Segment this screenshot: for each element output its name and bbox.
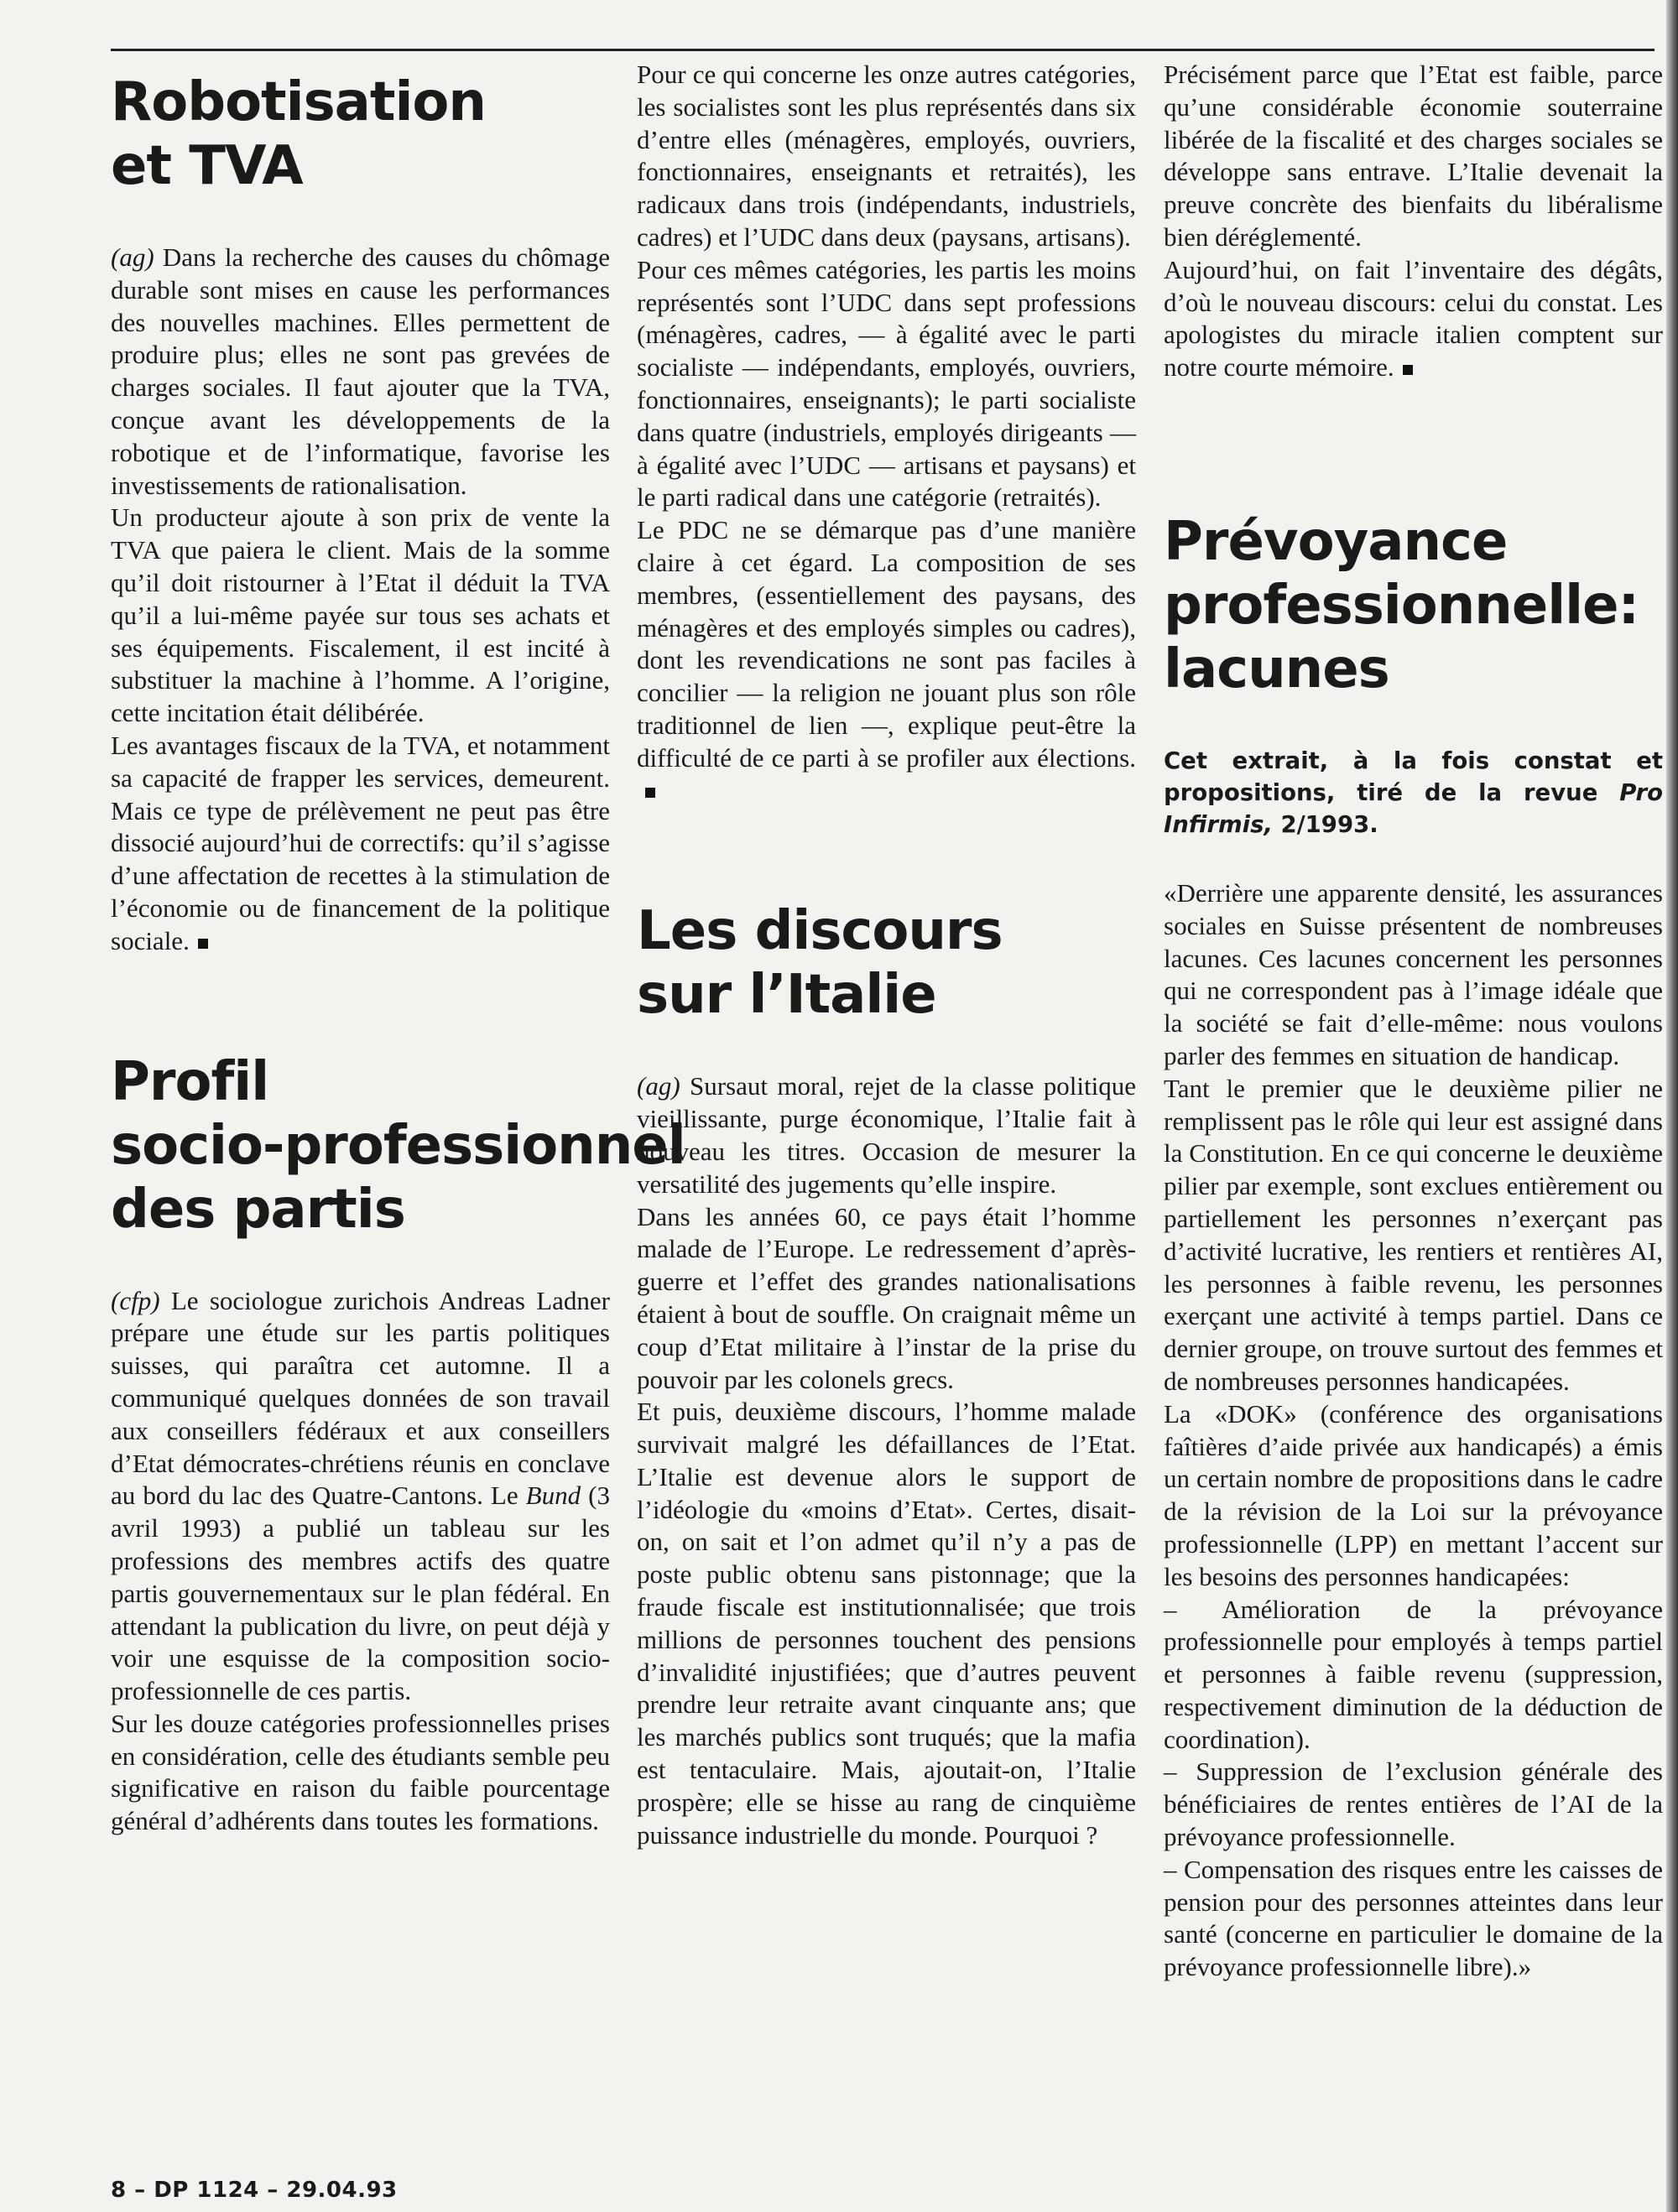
paragraph: Précisément parce que l’Etat est faible, parce qu’une considérable économie souterraine libérée de la fiscalité et des charges sociales se développe sans entrave. L’Italie devenait la preuve concrète des bienfaits du libéralisme bien déréglementé. [1164,60,1663,252]
paragraph: (ag) Sursaut moral, rejet de la classe politique vieillissante, purge économique, l’Italie fait à nouveau les titres. Occasion de mesurer la versatilité des jugements qu’elle inspire. [637,1071,1136,1199]
end-mark [1403,365,1413,375]
paragraph: La «DOK» (conférence des organisations faîtières d’aide privée aux handicapés) a émis un certain nombre de propositions dans le cadre de la révision de la Loi sur la prévoyance professionnelle (LPP) en mettant l’accent sur les besoins des personnes handicapées: [1164,1398,1663,1591]
article-profil-body-part2 [637,59,1136,807]
paragraph: – Amélioration de la prévoyance professionnelle pour employés à temps partiel et personnes à faible revenu (suppression, respectivement diminution de la déduction de coordination). [1164,1594,1663,1754]
column-3 [1164,59,1663,1984]
paragraph: Sur les douze catégories professionnelles prises en considération, celle des étudiants semble peu significative en raison du faible pourcentage général d’adhérents dans toutes les formations. [111,1708,610,1836]
paragraph: Dans les années 60, ce pays était l’homme malade de l’Europe. Le redressement d’après-guerre et l’effet des grandes nationalisations étaient à bout de souffle. On craignait même un coup d’Etat militaire à l’instar de la prise du pouvoir par les colonels grecs. [637,1201,1136,1394]
column-1 [111,70,685,1838]
article-italie-body-part2 [1164,59,1663,384]
paragraph: (cfp) Le sociologue zurichois Andreas Ladner prépare une étude sur les partis politiques suisses, qui paraîtra cet automne. Il a communiqué quelques données de son travail aux conseillers fédéraux et aux conseillers d’Etat démocrates-chrétiens réunis en conclave au bord du lac des Quatre-Cantons. Le Bund (3 avril 1993) a publié un tableau sur les professions des membres actifs des quatre partis gouvernementaux sur le plan fédéral. En attendant la publication du livre, on peut déjà y voir une esquisse de la composition socio-professionnelle de ces partis. [111,1285,610,1706]
scan-edge [1666,0,1678,2212]
paragraph: «Derrière une apparente densité, les assurances sociales en Suisse présentent de nombreuses lacunes. Ces lacunes concernent les personnes qui ne correspondent pas à l’image idéale que la société se fait d’elle-même: nous voulons parler des femmes en situation de handicap. [1164,877,1663,1070]
paragraph: Un producteur ajoute à son prix de vente la TVA que paiera le client. Mais de la somme qu’il doit ristourner à l’Etat il déduit la TVA qu’il a lui-même payée sur tous ses achats et ses équipements. Fiscalement, il est incité à substituer la machine à l’homme. A l’origine, cette incitation était délibérée. [111,502,610,728]
paragraph: (ag) Dans la recherche des causes du chômage durable sont mises en cause les performances des nouvelles machines. Elles permettent de produire plus; elles ne sont pas grevées de charges sociales. Il faut ajouter que la TVA, conçue avant les développements de la robotique et de l’informatique, favorise les investissements de rationalisation. [111,242,610,500]
paragraph: Et puis, deuxième discours, l’homme malade survivait malgré les défaillances de l’Etat. L’Italie est devenue alors le support de l’idéologie du «moins d’Etat». Certes, disait-on, on sait et l’on admet qu’il n’y a pas de poste public obtenu sans pistonnage; que la fraude fiscale est institutionnalisée; que trois millions de personnes touchent des pensions d’invalidité injustifiées; que d’autres peuvent prendre leur retraite avant cinquante ans; que les marchés publics sont truqués; que la mafia est tentaculaire. Mais, ajoutait-on, l’Italie prospère; elle se hisse au rang de cinquième puissance industrielle du monde. Pourquoi ? [637,1397,1136,1850]
article-prevoyance-title: Prévoyance professionnelle: lacunes [1164,510,1639,700]
article-profil-body-part1 [111,1285,610,1839]
paragraph: Pour ces mêmes catégories, les partis les moins représentés sont l’UDC dans sept professions (ménagères, cadres, — à égalité avec le parti socialiste — indépendants, employés, ouvriers, fonctionnaires, enseignants); le parti socialiste dans quatre (industriels, employés dirigeants — à égalité avec l’UDC — artisans et paysans) et le parti radical dans une catégorie (retraités). [637,254,1136,513]
article-robotisation-body [111,242,610,958]
paragraph: Pour ce qui concerne les onze autres catégories, les socialistes sont les plus représentés dans six d’entre elles (ménagères, employés, ouvriers, fonctionnaires, enseignants et retraités), les radicaux dans trois (indépendants, industriels, cadres) et l’UDC dans deux (paysans, artisans). [637,60,1136,252]
paragraph: Le PDC ne se démarque pas d’une manière claire à cet égard. La composition de ses membres, (essentiellement des paysans, des ménagères et des employés simples ou cadres), dont les revendications ne sont pas faciles à concilier — la religion ne jouant plus son rôle traditionnel de lien —, explique peut-être la difficulté de ce parti à se profiler aux élections. [637,514,1136,807]
article-prevoyance-lead: Cet extrait, à la fois constat et propositions, tiré de la revue Pro Infirmis, 2/1993. [1164,747,1663,838]
article-profil-title: Profil socio-professionnel des partis [111,1050,685,1241]
end-mark [198,939,208,949]
article-italie-title: Les discours sur l’Italie [637,900,1003,1027]
article-robotisation-title: Robotisation et TVA [111,71,486,197]
paragraph: Les avantages fiscaux de la TVA, et notamment sa capacité de frapper les services, demeurent. Mais ce type de prélèvement ne peut pas être dissocié aujourd’hui de correctifs: qu’il s’agisse d’une affectation de recettes à la stimulation de l’économie ou de financement de la politique sociale. [111,730,610,955]
article-prevoyance-body [1164,877,1663,1984]
paragraph: – Compensation des risques entre les caisses de pension pour des personnes atteintes dans leur santé (concerne en particulier le domaine de la prévoyance professionnelle libre).» [1164,1854,1663,1982]
top-rule [111,49,1655,51]
article-italie-body-part1 [637,1070,1136,1851]
paragraph: Tant le premier que le deuxième pilier ne remplissent pas le rôle qui leur est assigné dans la Constitution. En ce qui concerne le deuxième pilier par exemple, sont exclues entièrement ou partiellement les personnes n’exerçant pas d’activité lucrative, les rentiers et rentières AI, les personnes à faible revenu, les personnes exerçant une activité à temps partiel. Dans ce dernier groupe, on trouve surtout des femmes et de nombreuses personnes handicapées. [1164,1073,1663,1396]
paragraph: Aujourd’hui, on fait l’inventaire des dégâts, d’où le nouveau discours: celui du constat. Les apologistes du miracle italien comptent sur notre courte mémoire. [1164,254,1663,383]
page-footer: 8 – DP 1124 – 29.04.93 [111,2178,398,2203]
paragraph: – Suppression de l’exclusion générale des bénéficiaires de rentes entières de l’AI de la prévoyance professionnelle. [1164,1757,1663,1852]
column-2 [637,59,1136,1851]
end-mark [645,788,655,798]
